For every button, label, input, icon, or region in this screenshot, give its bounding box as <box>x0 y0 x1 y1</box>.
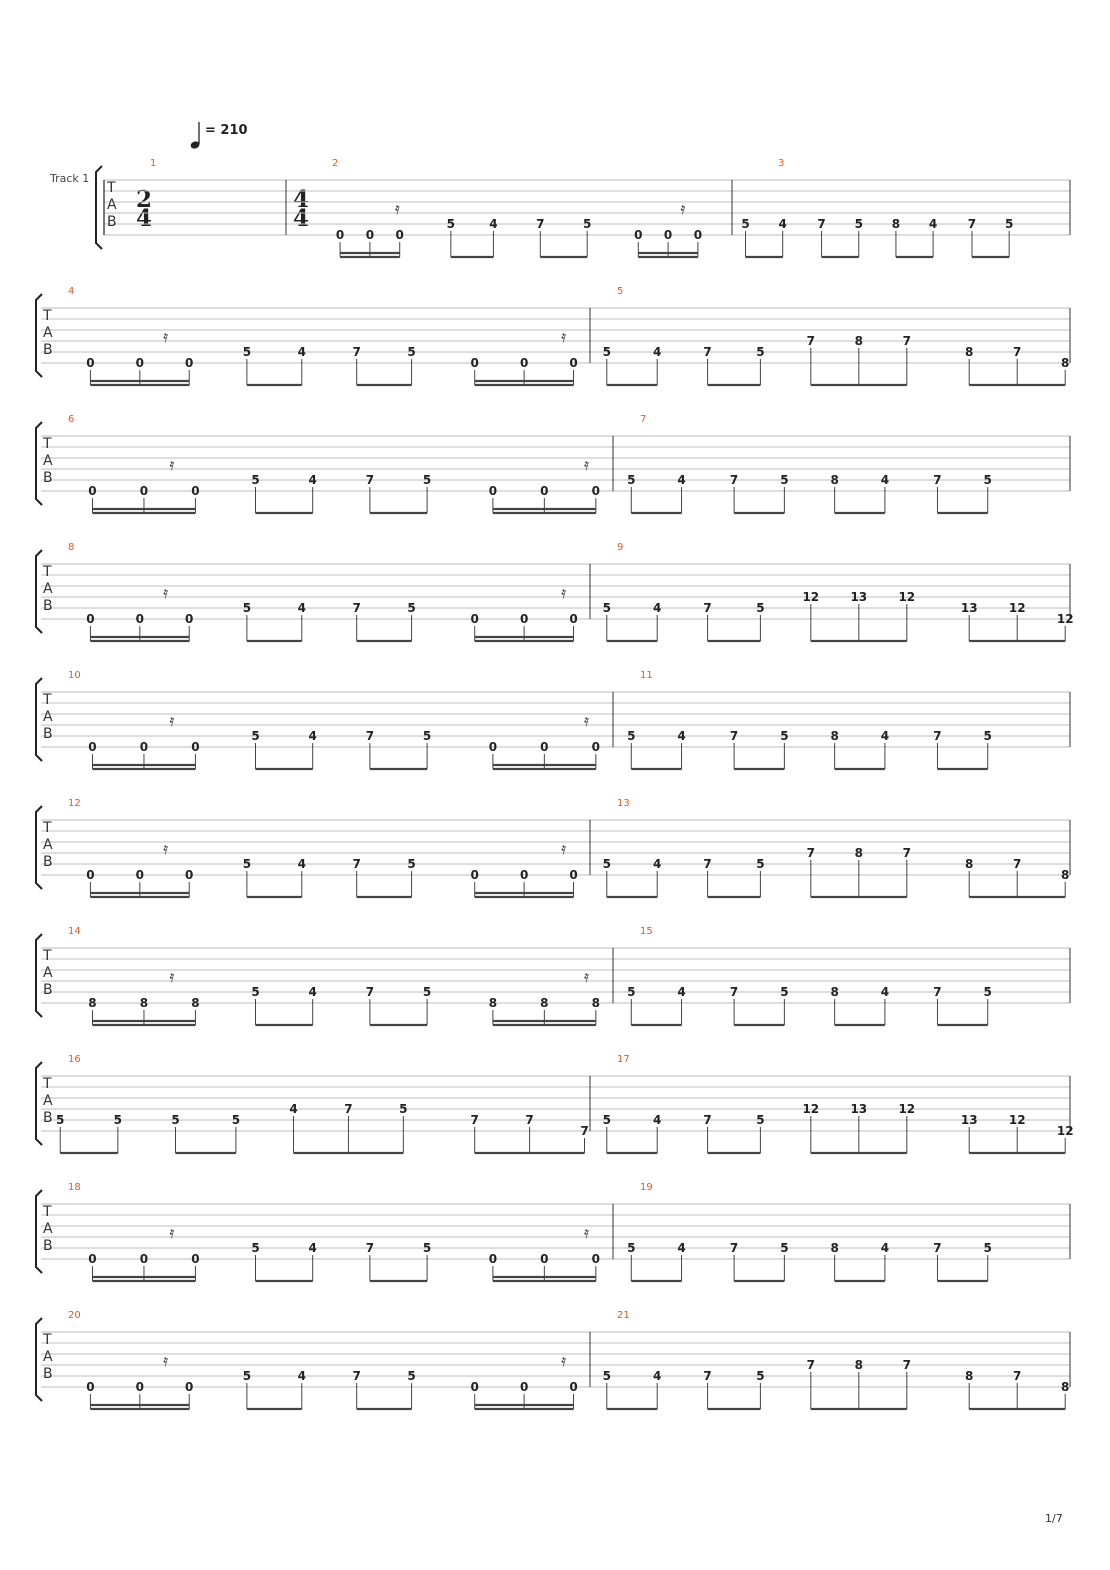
fret-number: 0 <box>135 1380 144 1394</box>
fret-number: 5 <box>171 1113 180 1127</box>
fret-number: 5 <box>983 1241 992 1255</box>
fret-number: 7 <box>703 1113 712 1127</box>
fret-number: 7 <box>933 985 942 999</box>
fret-number: 5 <box>627 1241 636 1255</box>
tab-clef-letter: A <box>43 453 53 469</box>
fret-number: 13 <box>960 1113 978 1127</box>
fret-number: 5 <box>602 345 611 359</box>
fret-number: 5 <box>251 985 260 999</box>
fret-number: 7 <box>1013 345 1022 359</box>
system-bracket <box>36 934 42 1017</box>
system-bracket <box>36 550 42 633</box>
sixteenth-rest-icon: 𝄿 <box>169 1223 175 1242</box>
fret-number: 0 <box>191 1252 200 1266</box>
tab-clef-letter: T <box>43 308 52 324</box>
tab-clef-letter: B <box>43 470 53 486</box>
sixteenth-rest-icon: 𝄿 <box>163 583 169 602</box>
fret-number: 0 <box>185 356 194 370</box>
measure-number: 8 <box>68 542 75 553</box>
fret-number: 0 <box>569 356 578 370</box>
fret-number: 8 <box>965 1369 974 1383</box>
measure-number: 21 <box>617 1310 630 1321</box>
fret-number: 4 <box>297 1369 306 1383</box>
fret-number: 0 <box>139 1252 149 1266</box>
fret-number: 8 <box>1061 1380 1070 1394</box>
fret-number: 0 <box>395 228 404 242</box>
fret-number: 0 <box>693 228 703 242</box>
measure-number: 17 <box>617 1054 630 1065</box>
fret-number: 5 <box>113 1113 123 1127</box>
fret-number: 4 <box>308 1241 317 1255</box>
fret-number: 7 <box>344 1102 353 1116</box>
sixteenth-rest-icon: 𝄿 <box>169 711 175 730</box>
tab-clef-letter: B <box>43 598 53 614</box>
fret-number: 13 <box>850 1102 868 1116</box>
tempo-marking <box>190 122 248 150</box>
measure-number: 14 <box>68 926 81 937</box>
fret-number: 4 <box>653 601 662 615</box>
fret-number: 5 <box>602 1369 611 1383</box>
fret-number: 0 <box>470 612 479 626</box>
fret-number: 7 <box>902 846 911 860</box>
fret-number: 7 <box>365 729 375 743</box>
system-bracket <box>36 1190 42 1273</box>
fret-number: 0 <box>88 740 97 754</box>
staff-system <box>36 1310 1070 1409</box>
fret-number: 8 <box>854 334 863 348</box>
tab-clef-letter: T <box>43 948 52 964</box>
fret-number: 5 <box>780 473 789 487</box>
fret-number: 4 <box>308 729 317 743</box>
fret-number: 0 <box>519 612 529 626</box>
time-signature-bottom: 4 <box>136 205 153 232</box>
fret-number: 8 <box>540 996 549 1010</box>
tab-clef-letter: A <box>43 325 53 341</box>
fret-number: 4 <box>928 217 938 231</box>
fret-number: 0 <box>86 612 95 626</box>
fret-number: 8 <box>591 996 601 1010</box>
fret-number: 7 <box>967 217 977 231</box>
staff-system <box>36 670 1070 769</box>
measure-number: 16 <box>68 1054 81 1065</box>
fret-number: 7 <box>536 217 545 231</box>
fret-number: 0 <box>470 356 479 370</box>
fret-number: 0 <box>88 1252 97 1266</box>
fret-number: 0 <box>470 868 479 882</box>
fret-number: 0 <box>191 740 200 754</box>
time-signature-top: 2 <box>136 186 153 213</box>
fret-number: 4 <box>653 1113 662 1127</box>
measure-number: 9 <box>617 542 624 553</box>
fret-number: 0 <box>591 484 601 498</box>
fret-number: 0 <box>86 868 95 882</box>
fret-number: 7 <box>470 1113 479 1127</box>
measure-number: 20 <box>68 1310 81 1321</box>
fret-number: 7 <box>817 217 826 231</box>
time-signature-top: 4 <box>293 186 310 213</box>
fret-number: 5 <box>756 857 765 871</box>
fret-number: 0 <box>519 868 529 882</box>
fret-number: 4 <box>677 473 686 487</box>
system-bracket <box>36 678 42 761</box>
fret-number: 4 <box>308 473 317 487</box>
fret-number: 5 <box>983 473 992 487</box>
fret-number: 5 <box>780 985 789 999</box>
fret-number: 0 <box>540 740 549 754</box>
staff-system <box>36 1054 1074 1153</box>
sixteenth-rest-icon: 𝄿 <box>163 327 169 346</box>
fret-number: 5 <box>627 729 636 743</box>
fret-number: 5 <box>627 473 636 487</box>
fret-number: 4 <box>880 1241 890 1255</box>
tab-clef-letter: A <box>43 965 53 981</box>
tab-clef-letter: A <box>43 581 53 597</box>
measure-number: 13 <box>617 798 630 809</box>
fret-number: 4 <box>677 729 686 743</box>
tempo-text: = 210 <box>205 123 248 138</box>
measure-number: 10 <box>68 670 81 681</box>
fret-number: 7 <box>729 473 739 487</box>
fret-number: 5 <box>741 217 750 231</box>
fret-number: 8 <box>830 1241 839 1255</box>
system-bracket <box>36 1062 42 1145</box>
system-bracket <box>96 166 102 249</box>
sixteenth-rest-icon: 𝄿 <box>395 199 400 218</box>
fret-number: 12 <box>802 1102 820 1116</box>
tab-clef-letter: T <box>43 564 52 580</box>
fret-number: 5 <box>983 985 992 999</box>
tab-clef-letter: B <box>43 1366 53 1382</box>
fret-number: 7 <box>352 1369 361 1383</box>
fret-number: 7 <box>1013 857 1022 871</box>
tab-clef-letter: A <box>43 837 53 853</box>
fret-number: 5 <box>422 729 432 743</box>
fret-number: 4 <box>289 1102 298 1116</box>
tab-clef-letter: T <box>43 692 52 708</box>
fret-number: 4 <box>653 1369 662 1383</box>
fret-number: 4 <box>778 217 787 231</box>
fret-number: 5 <box>756 1113 765 1127</box>
tab-clef-letter: B <box>43 1110 53 1126</box>
sixteenth-rest-icon: 𝄿 <box>163 839 169 858</box>
fret-number: 8 <box>191 996 200 1010</box>
sixteenth-rest-icon: 𝄿 <box>584 711 590 730</box>
fret-number: 5 <box>854 217 863 231</box>
fret-number: 8 <box>854 1358 863 1372</box>
sixteenth-rest-icon: 𝄿 <box>561 1351 567 1370</box>
fret-number: 4 <box>677 1241 686 1255</box>
sixteenth-rest-icon: 𝄿 <box>561 583 567 602</box>
fret-number: 8 <box>830 729 839 743</box>
fret-number: 7 <box>703 601 712 615</box>
sixteenth-rest-icon: 𝄿 <box>169 967 175 986</box>
fret-number: 7 <box>933 729 942 743</box>
fret-number: 0 <box>135 868 144 882</box>
fret-number: 5 <box>780 1241 789 1255</box>
fret-number: 8 <box>891 217 901 231</box>
fret-number: 0 <box>365 228 375 242</box>
fret-number: 8 <box>830 985 839 999</box>
measure-number: 4 <box>68 286 75 297</box>
tab-clef-letter: B <box>43 854 53 870</box>
staff-system <box>36 798 1070 897</box>
fret-number: 5 <box>407 1369 416 1383</box>
tab-clef-letter: A <box>43 1093 53 1109</box>
fret-number: 8 <box>854 846 863 860</box>
tab-clef-letter: T <box>43 1204 52 1220</box>
fret-number: 0 <box>135 356 144 370</box>
time-signature-bottom: 4 <box>293 205 310 232</box>
fret-number: 0 <box>488 740 498 754</box>
fret-number: 5 <box>780 729 789 743</box>
fret-number: 5 <box>756 601 765 615</box>
fret-number: 12 <box>1008 601 1026 615</box>
fret-number: 7 <box>933 473 942 487</box>
time-signature-2-4 <box>136 186 152 232</box>
fret-number: 7 <box>703 345 712 359</box>
fret-number: 5 <box>407 601 416 615</box>
fret-number: 0 <box>88 484 97 498</box>
fret-number: 0 <box>139 740 149 754</box>
fret-number: 12 <box>898 1102 916 1116</box>
measure-number: 18 <box>68 1182 81 1193</box>
staff-systems <box>36 158 1074 1409</box>
measure-number: 12 <box>68 798 81 809</box>
fret-number: 7 <box>902 334 911 348</box>
track-label: Track 1 <box>50 172 90 185</box>
fret-number: 4 <box>653 345 662 359</box>
sixteenth-rest-icon: 𝄿 <box>584 967 590 986</box>
fret-number: 8 <box>965 857 974 871</box>
tab-clef-letter: A <box>43 1221 53 1237</box>
fret-number: 0 <box>488 484 498 498</box>
staff-system <box>36 286 1070 385</box>
tab-clef-letter: T <box>43 1076 52 1092</box>
staff-system <box>36 414 1070 513</box>
fret-number: 5 <box>602 857 611 871</box>
fret-number: 8 <box>139 996 149 1010</box>
fret-number: 4 <box>677 985 686 999</box>
fret-number: 5 <box>407 345 416 359</box>
fret-number: 5 <box>231 1113 241 1127</box>
tab-clef-letter: B <box>43 726 53 742</box>
staff-system <box>36 542 1074 641</box>
staff-system <box>96 158 1070 257</box>
fret-number: 5 <box>602 1113 611 1127</box>
fret-number: 7 <box>729 1241 739 1255</box>
sixteenth-rest-icon: 𝄿 <box>584 1223 590 1242</box>
fret-number: 0 <box>139 484 149 498</box>
fret-number: 4 <box>880 473 890 487</box>
fret-number: 8 <box>1061 356 1070 370</box>
fret-number: 0 <box>185 1380 194 1394</box>
fret-number: 0 <box>335 228 345 242</box>
fret-number: 5 <box>399 1102 408 1116</box>
fret-number: 0 <box>591 740 601 754</box>
fret-number: 4 <box>297 857 306 871</box>
system-bracket <box>36 422 42 505</box>
fret-number: 0 <box>185 612 194 626</box>
fret-number: 7 <box>352 601 361 615</box>
fret-number: 0 <box>634 228 643 242</box>
fret-number: 0 <box>488 1252 498 1266</box>
fret-number: 5 <box>242 601 252 615</box>
measure-number: 7 <box>640 414 647 425</box>
fret-number: 8 <box>830 473 839 487</box>
tab-clef-letter: T <box>43 820 52 836</box>
fret-number: 4 <box>297 601 306 615</box>
fret-number: 5 <box>242 345 252 359</box>
fret-number: 7 <box>902 1358 911 1372</box>
fret-number: 5 <box>407 857 416 871</box>
fret-number: 0 <box>86 1380 95 1394</box>
sixteenth-rest-icon: 𝄿 <box>680 199 686 218</box>
fret-number: 0 <box>86 356 95 370</box>
fret-number: 5 <box>756 1369 765 1383</box>
fret-number: 7 <box>729 729 739 743</box>
page-number: 1/7 <box>1045 1512 1063 1525</box>
fret-number: 5 <box>251 1241 260 1255</box>
tab-clef-letter: B <box>43 342 53 358</box>
fret-number: 0 <box>191 484 200 498</box>
fret-number: 4 <box>489 217 498 231</box>
sixteenth-rest-icon: 𝄿 <box>163 1351 169 1370</box>
fret-number: 7 <box>525 1113 534 1127</box>
sixteenth-rest-icon: 𝄿 <box>561 327 567 346</box>
fret-number: 13 <box>960 601 978 615</box>
fret-number: 5 <box>1004 217 1014 231</box>
tab-clef-letter: B <box>43 1238 53 1254</box>
measure-number: 6 <box>68 414 75 425</box>
fret-number: 0 <box>519 1380 529 1394</box>
fret-number: 4 <box>297 345 306 359</box>
tab-clef-letter: T <box>43 436 52 452</box>
fret-number: 12 <box>1008 1113 1026 1127</box>
fret-number: 0 <box>569 612 578 626</box>
fret-number: 8 <box>965 345 974 359</box>
fret-number: 7 <box>580 1124 589 1138</box>
fret-number: 7 <box>933 1241 942 1255</box>
fret-number: 7 <box>703 857 712 871</box>
time-signature-4-4 <box>293 186 309 232</box>
sixteenth-rest-icon: 𝄿 <box>561 839 567 858</box>
fret-number: 7 <box>1013 1369 1022 1383</box>
system-bracket <box>36 294 42 377</box>
fret-number: 5 <box>422 473 432 487</box>
staff-system <box>36 1182 1070 1281</box>
fret-number: 0 <box>569 1380 578 1394</box>
fret-number: 5 <box>582 217 592 231</box>
fret-number: 7 <box>806 1358 815 1372</box>
fret-number: 5 <box>56 1113 65 1127</box>
fret-number: 5 <box>446 217 456 231</box>
staff-system <box>36 926 1070 1025</box>
fret-number: 7 <box>729 985 739 999</box>
fret-number: 7 <box>806 334 815 348</box>
fret-number: 7 <box>365 985 375 999</box>
fret-number: 0 <box>540 1252 549 1266</box>
fret-number: 5 <box>242 857 252 871</box>
fret-number: 8 <box>488 996 498 1010</box>
fret-number: 0 <box>540 484 549 498</box>
measure-number: 11 <box>640 670 653 681</box>
fret-number: 7 <box>365 1241 375 1255</box>
fret-number: 0 <box>519 356 529 370</box>
tab-clef-letter: T <box>107 180 116 196</box>
fret-number: 7 <box>352 857 361 871</box>
system-bracket <box>36 806 42 889</box>
fret-number: 7 <box>703 1369 712 1383</box>
fret-number: 5 <box>627 985 636 999</box>
measure-number: 1 <box>150 158 157 169</box>
fret-number: 5 <box>251 473 260 487</box>
sixteenth-rest-icon: 𝄿 <box>169 455 175 474</box>
measure-number: 19 <box>640 1182 653 1193</box>
tab-clef-letter: A <box>43 709 53 725</box>
tab-clef-letter: B <box>107 214 117 230</box>
tab-clef-letter: A <box>43 1349 53 1365</box>
measure-number: 15 <box>640 926 653 937</box>
fret-number: 5 <box>602 601 611 615</box>
fret-number: 7 <box>365 473 375 487</box>
tab-clef-letter: B <box>43 982 53 998</box>
measure-number: 5 <box>617 286 624 297</box>
fret-number: 0 <box>569 868 578 882</box>
measure-number: 2 <box>332 158 339 169</box>
fret-number: 12 <box>898 590 916 604</box>
fret-number: 5 <box>422 1241 432 1255</box>
fret-number: 12 <box>802 590 820 604</box>
fret-number: 0 <box>591 1252 601 1266</box>
fret-number: 12 <box>1056 1124 1074 1138</box>
measure-number: 3 <box>778 158 785 169</box>
fret-number: 0 <box>135 612 144 626</box>
fret-number: 4 <box>880 985 890 999</box>
fret-number: 5 <box>251 729 260 743</box>
fret-number: 8 <box>1061 868 1070 882</box>
fret-number: 5 <box>422 985 432 999</box>
fret-number: 8 <box>88 996 97 1010</box>
tab-clef-letter: A <box>107 197 117 213</box>
fret-number: 4 <box>308 985 317 999</box>
fret-number: 7 <box>352 345 361 359</box>
fret-number: 5 <box>983 729 992 743</box>
fret-number: 5 <box>242 1369 252 1383</box>
fret-number: 0 <box>663 228 673 242</box>
sixteenth-rest-icon: 𝄿 <box>584 455 590 474</box>
fret-number: 4 <box>653 857 662 871</box>
fret-number: 0 <box>185 868 194 882</box>
fret-number: 0 <box>470 1380 479 1394</box>
system-bracket <box>36 1318 42 1401</box>
fret-number: 13 <box>850 590 868 604</box>
fret-number: 12 <box>1056 612 1074 626</box>
tab-clef-letter: T <box>43 1332 52 1348</box>
fret-number: 4 <box>880 729 890 743</box>
fret-number: 7 <box>806 846 815 860</box>
fret-number: 5 <box>756 345 765 359</box>
